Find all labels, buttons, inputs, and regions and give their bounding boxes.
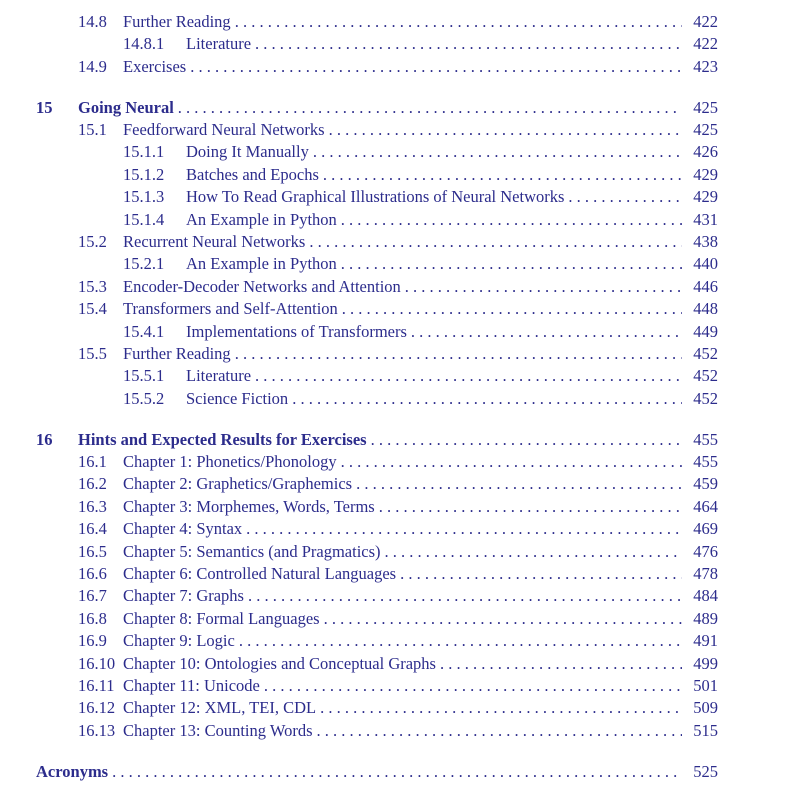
toc-entry-subsection[interactable] <box>0 33 800 55</box>
toc-entry-chapter[interactable] <box>0 97 800 119</box>
toc-entry-page-number[interactable]: 476 <box>693 541 718 561</box>
toc-entry-section[interactable] <box>0 630 800 652</box>
toc-entry-title[interactable]: Chapter 7: Graphs <box>123 586 244 606</box>
toc-entry-title[interactable]: Hints and Expected Results for Exercises <box>78 429 367 449</box>
toc-entry-page-number[interactable]: 452 <box>693 388 718 408</box>
toc-entry-title[interactable]: Chapter 8: Formal Languages <box>123 608 320 628</box>
toc-entry-section[interactable] <box>0 119 800 141</box>
toc-entry-page-number[interactable]: 501 <box>693 675 718 695</box>
toc-entry-title[interactable]: Further Reading <box>123 343 231 363</box>
toc-entry-line <box>123 276 682 298</box>
toc-entry-line <box>123 697 682 719</box>
dot-leader <box>320 697 682 719</box>
toc-entry-number: 16.2 <box>78 474 107 494</box>
toc-entry-page-number[interactable]: 455 <box>693 429 718 449</box>
toc-entry-page-number[interactable]: 515 <box>693 720 718 740</box>
toc-entry-line <box>186 321 682 343</box>
toc-entry-title[interactable]: Going Neural <box>78 97 174 117</box>
dot-leader <box>112 761 682 783</box>
toc-entry-line <box>186 388 682 410</box>
toc-entry-line <box>186 164 682 186</box>
toc-entry-title[interactable]: Chapter 2: Graphetics/Graphemics <box>123 474 353 494</box>
toc-entry-number: 15 <box>36 97 53 117</box>
dot-leader <box>292 388 682 410</box>
toc-entry-line <box>123 518 682 540</box>
toc-entry-line <box>123 231 682 253</box>
toc-entry-title[interactable]: Chapter 1: Phonetics/Phonology <box>123 452 337 472</box>
dot-leader <box>323 164 682 186</box>
dot-leader <box>440 653 682 675</box>
dot-leader <box>568 186 682 208</box>
toc-entry-page-number[interactable]: 469 <box>693 519 718 539</box>
toc-entry-number: 16.7 <box>78 586 107 606</box>
toc-entry-number: 14.8.1 <box>123 34 165 54</box>
toc-entry-section[interactable] <box>0 675 800 697</box>
toc-entry-title[interactable]: How To Read Graphical Illustrations of Neural Networks <box>186 187 565 207</box>
toc-entry-line <box>186 186 682 208</box>
toc-entry-line <box>123 473 682 495</box>
toc-entry-title[interactable]: Chapter 13: Counting Words <box>123 720 313 740</box>
toc-entry-section[interactable] <box>0 11 800 33</box>
toc-entry-subsection[interactable] <box>0 321 800 343</box>
dot-leader <box>248 585 682 607</box>
toc-entry-page-number[interactable]: 448 <box>693 299 718 319</box>
dot-leader <box>235 11 682 33</box>
toc-entry-number: 15.1.1 <box>123 142 165 162</box>
toc-entry-line <box>123 343 682 365</box>
dot-leader <box>324 608 682 630</box>
toc-entry-section[interactable] <box>0 451 800 473</box>
toc-entry-line <box>123 563 682 585</box>
toc-entry-title[interactable]: Feedforward Neural Networks <box>123 120 325 140</box>
toc-entry-section[interactable] <box>0 56 800 78</box>
toc-entry-page-number[interactable]: 422 <box>693 34 718 54</box>
toc-entry-title[interactable]: Doing It Manually <box>186 142 309 162</box>
dot-leader <box>255 33 682 55</box>
toc-entry-page-number[interactable]: 489 <box>693 608 718 628</box>
toc-entry-number: 15.2 <box>78 232 107 252</box>
toc-entry-title[interactable]: Chapter 5: Semantics (and Pragmatics) <box>123 541 381 561</box>
dot-leader <box>313 141 682 163</box>
toc-entry-page-number[interactable]: 431 <box>693 209 718 229</box>
toc-entry-page-number[interactable]: 478 <box>693 563 718 583</box>
toc-entry-line <box>186 365 682 387</box>
toc-entry-title[interactable]: Chapter 9: Logic <box>123 631 235 651</box>
toc-entry-title[interactable]: Chapter 12: XML, TEI, CDL <box>123 698 317 718</box>
toc-entry-title[interactable]: Chapter 4: Syntax <box>123 519 243 539</box>
toc-entry-number: 15.2.1 <box>123 254 165 274</box>
toc-entry-page-number[interactable]: 449 <box>693 321 718 341</box>
toc-entry-section[interactable] <box>0 563 800 585</box>
toc-entry-number: 16.8 <box>78 608 107 628</box>
toc-entry-page-number[interactable]: 509 <box>693 698 718 718</box>
toc-entry-section[interactable] <box>0 496 800 518</box>
toc-entry-number: 14.9 <box>78 56 107 76</box>
dot-leader <box>255 365 682 387</box>
dot-leader <box>341 209 682 231</box>
toc-entry-line <box>186 253 682 275</box>
toc-entry-line <box>123 675 682 697</box>
toc-entry-section[interactable] <box>0 608 800 630</box>
toc-entry-plain[interactable] <box>0 761 800 783</box>
toc-entry-page-number[interactable]: 429 <box>693 187 718 207</box>
toc-entry-line <box>123 119 682 141</box>
toc-entry-title[interactable]: Literature <box>186 34 252 54</box>
toc-entry-number: 15.1.4 <box>123 209 165 229</box>
toc-entry-title[interactable]: Chapter 3: Morphemes, Words, Terms <box>123 496 375 516</box>
toc-entry-title[interactable]: Chapter 11: Unicode <box>123 675 260 695</box>
toc-entry-page-number[interactable]: 429 <box>693 164 718 184</box>
dot-leader <box>385 541 682 563</box>
toc-entry-section[interactable] <box>0 653 800 675</box>
toc-entry-number: 16.10 <box>78 653 116 673</box>
toc-entry-page-number[interactable]: 426 <box>693 142 718 162</box>
toc-entry-title[interactable]: Acronyms <box>36 761 109 781</box>
dot-leader <box>379 496 682 518</box>
toc-entry-subsection[interactable] <box>0 253 800 275</box>
toc-entry-line <box>186 209 682 231</box>
toc-entry-line <box>123 585 682 607</box>
toc-entry-page-number[interactable]: 464 <box>693 496 718 516</box>
dot-leader <box>341 253 682 275</box>
toc-entry-section[interactable] <box>0 473 800 495</box>
toc-entry-page-number[interactable]: 491 <box>693 631 718 651</box>
dot-leader <box>356 473 682 495</box>
toc-entry-section[interactable] <box>0 585 800 607</box>
toc-entry-page-number[interactable]: 423 <box>693 56 718 76</box>
toc-entry-line <box>123 451 682 473</box>
toc-entry-number: 16.1 <box>78 452 107 472</box>
toc-entry-title[interactable]: An Example in Python <box>186 254 337 274</box>
toc-entry-line <box>123 496 682 518</box>
dot-leader <box>309 231 682 253</box>
toc-entry-title[interactable]: Science Fiction <box>186 388 289 408</box>
dot-leader <box>246 518 682 540</box>
toc-entry-section[interactable] <box>0 720 800 742</box>
toc-entry-number: 15.3 <box>78 276 107 296</box>
toc-entry-number: 16.11 <box>78 675 115 695</box>
toc-entry-title[interactable]: Batches and Epochs <box>186 164 319 184</box>
dot-leader <box>239 630 682 652</box>
toc-entry-page-number[interactable]: 525 <box>693 761 718 781</box>
toc-entry-page-number[interactable]: 438 <box>693 232 718 252</box>
toc-entry-page-number[interactable]: 425 <box>693 97 718 117</box>
toc-entry-line <box>123 56 682 78</box>
dot-leader <box>264 675 682 697</box>
dot-leader <box>371 429 682 451</box>
toc-entry-number: 15.1.2 <box>123 164 165 184</box>
dot-leader <box>329 119 682 141</box>
table-of-contents <box>0 11 800 783</box>
toc-entry-number: 16.12 <box>78 698 116 718</box>
toc-entry-number: 16.4 <box>78 519 107 539</box>
toc-entry-page-number[interactable]: 452 <box>693 366 718 386</box>
dot-leader <box>342 298 682 320</box>
toc-entry-title[interactable]: Recurrent Neural Networks <box>123 232 306 252</box>
toc-entry-subsection[interactable] <box>0 141 800 163</box>
toc-entry-line <box>123 653 682 675</box>
toc-entry-number: 15.5.2 <box>123 388 165 408</box>
toc-entry-page-number[interactable]: 455 <box>693 452 718 472</box>
toc-entry-page-number[interactable]: 446 <box>693 276 718 296</box>
dot-leader <box>341 451 682 473</box>
toc-entry-number: 14.8 <box>78 12 107 31</box>
toc-entry-title[interactable]: An Example in Python <box>186 209 337 229</box>
toc-entry-page-number[interactable]: 425 <box>693 120 718 140</box>
toc-entry-title[interactable]: Implementations of Transformers <box>186 321 407 341</box>
toc-entry-number: 15.4.1 <box>123 321 165 341</box>
toc-entry-title[interactable]: Literature <box>186 366 252 386</box>
toc-entry-line <box>78 97 682 119</box>
toc-entry-number: 15.1.3 <box>123 187 165 207</box>
toc-entry-subsection[interactable] <box>0 186 800 208</box>
dot-leader <box>405 276 682 298</box>
toc-entry-section[interactable] <box>0 276 800 298</box>
toc-entry-page-number[interactable]: 422 <box>693 12 718 31</box>
toc-entry-line <box>78 429 682 451</box>
toc-entry-chapter[interactable] <box>0 429 800 451</box>
toc-entry-page-number[interactable]: 484 <box>693 586 718 606</box>
dot-leader <box>190 56 682 78</box>
toc-entry-section[interactable] <box>0 231 800 253</box>
toc-entry-line <box>123 630 682 652</box>
toc-entry-page-number[interactable]: 452 <box>693 343 718 363</box>
toc-entry-subsection[interactable] <box>0 365 800 387</box>
dot-leader <box>411 321 682 343</box>
toc-entry-number: 15.1 <box>78 120 107 140</box>
toc-entry-section[interactable] <box>0 343 800 365</box>
toc-entry-number: 15.5.1 <box>123 366 165 386</box>
dot-leader <box>400 563 682 585</box>
toc-entry-section[interactable] <box>0 298 800 320</box>
dot-leader <box>235 343 682 365</box>
toc-entry-number: 16 <box>36 429 53 449</box>
toc-entry-line <box>186 141 682 163</box>
toc-entry-title[interactable]: Chapter 10: Ontologies and Conceptual Graphs <box>123 653 436 673</box>
toc-entry-section[interactable] <box>0 518 800 540</box>
toc-entry-number: 15.4 <box>78 299 107 319</box>
toc-entry-number: 16.9 <box>78 631 107 651</box>
toc-entry-number: 16.13 <box>78 720 116 740</box>
toc-entry-section[interactable] <box>0 541 800 563</box>
dot-leader <box>316 720 682 742</box>
toc-entry-number: 16.6 <box>78 563 107 583</box>
toc-entry-line <box>186 33 682 55</box>
toc-entry-page-number[interactable]: 499 <box>693 653 718 673</box>
toc-entry-number: 16.3 <box>78 496 107 516</box>
toc-entry-number: 15.5 <box>78 343 107 363</box>
toc-entry-title[interactable]: Further Reading <box>123 12 231 31</box>
toc-entry-line <box>36 761 682 783</box>
toc-entry-line <box>123 541 682 563</box>
toc-entry-title[interactable]: Exercises <box>123 56 187 76</box>
toc-entry-subsection[interactable] <box>0 209 800 231</box>
toc-entry-line <box>123 720 682 742</box>
toc-entry-page-number[interactable]: 440 <box>693 254 718 274</box>
dot-leader <box>178 97 682 119</box>
toc-entry-section[interactable] <box>0 697 800 719</box>
toc-entry-title[interactable]: Chapter 6: Controlled Natural Languages <box>123 563 397 583</box>
toc-entry-page-number[interactable]: 459 <box>693 474 718 494</box>
toc-entry-line <box>123 608 682 630</box>
toc-entry-line <box>123 11 682 33</box>
toc-entry-subsection[interactable] <box>0 164 800 186</box>
toc-entry-subsection[interactable] <box>0 388 800 410</box>
toc-entry-line <box>123 298 682 320</box>
toc-entry-number: 16.5 <box>78 541 107 561</box>
toc-entry-title[interactable]: Encoder-Decoder Networks and Attention <box>123 276 401 296</box>
toc-entry-title[interactable]: Transformers and Self-Attention <box>123 299 338 319</box>
